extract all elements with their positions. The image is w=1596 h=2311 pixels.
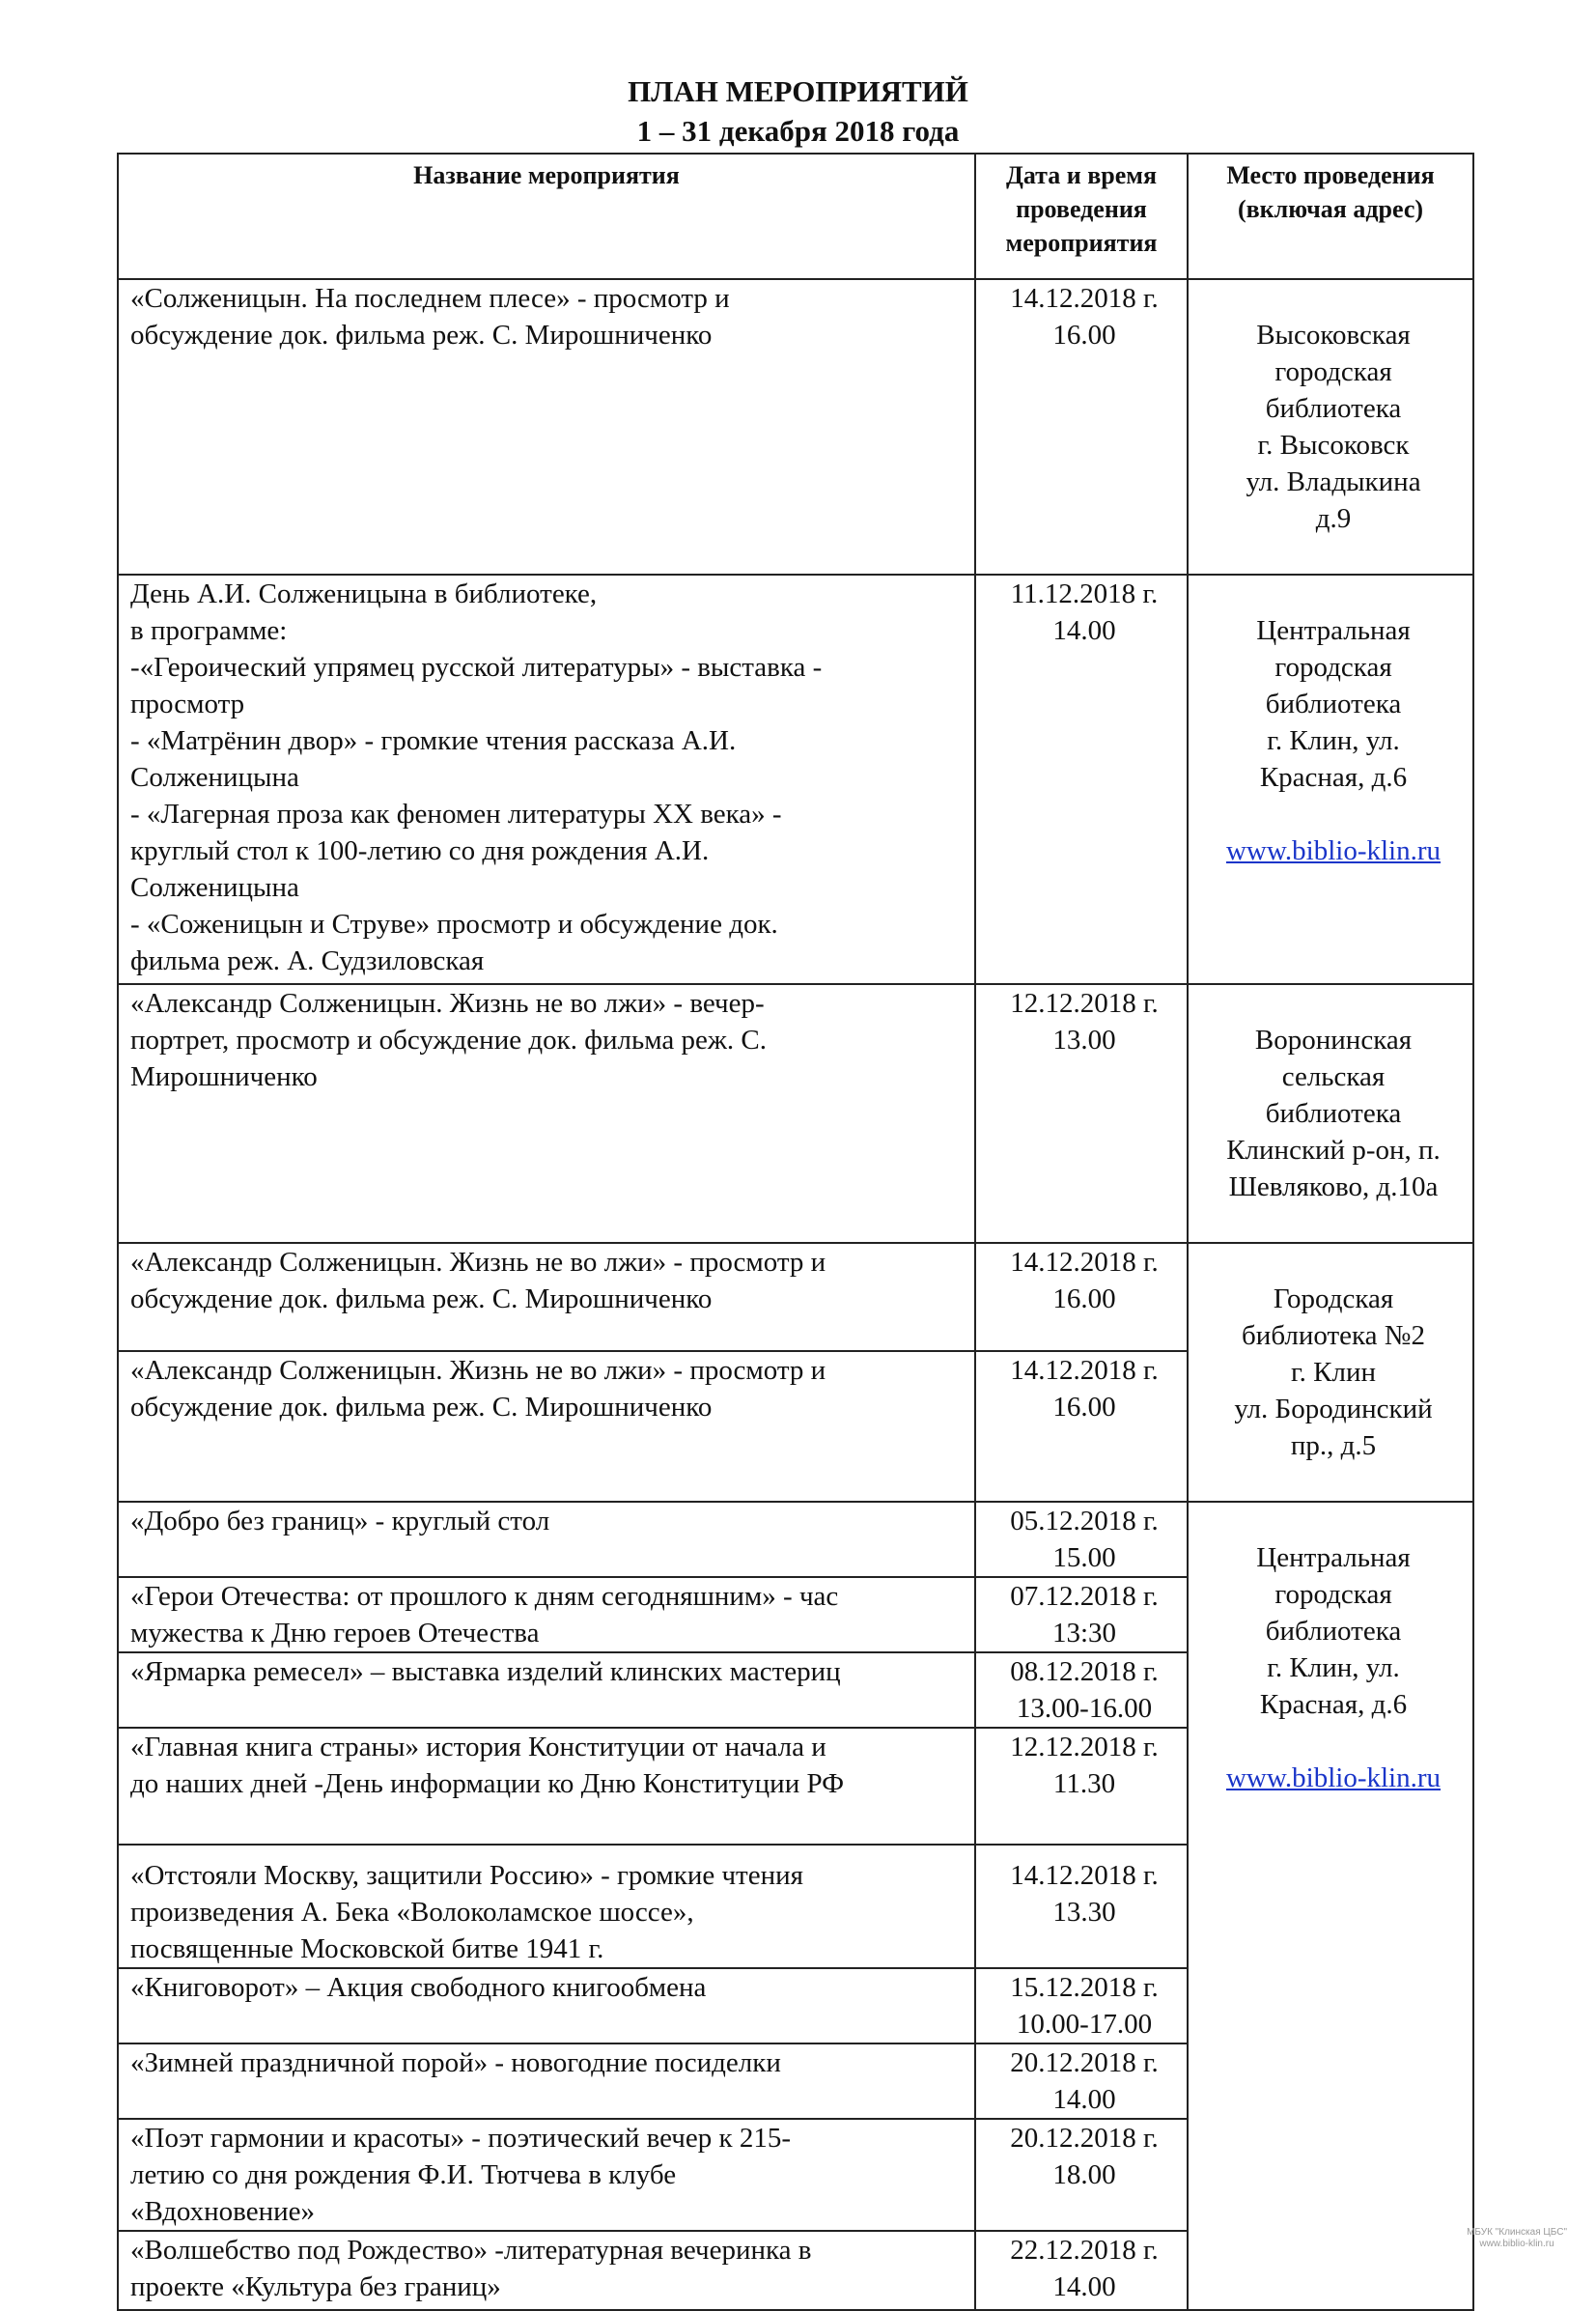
event-name: «Волшебство под Рождество» -литературная вечеринка в проекте «Культура без границ» — [118, 2231, 975, 2310]
place-address: Центральная городская библиотека г. Клин, ул. Красная, д.6 — [1256, 1542, 1411, 1720]
event-date: 12.12.2018 г. 13.00 — [975, 984, 1188, 1243]
document-title: ПЛАН МЕРОПРИЯТИЙ — [628, 74, 968, 108]
event-place — [1188, 1502, 1473, 2310]
event-name: «Солженицын. На последнем плесе» - просмотр и обсуждение док. фильма реж. С. Мирошниченко — [118, 279, 975, 575]
event-name: «Добро без границ» - круглый стол — [118, 1502, 975, 1577]
place-address: Высоковская городская библиотека г. Высоковск ул. Владыкина д.9 — [1246, 320, 1421, 534]
event-name: «Александр Солженицын. Жизнь не во лжи» - вечер- портрет, просмотр и обсуждение док. фильма реж. С. Мирошниченко — [118, 984, 975, 1243]
place-address: Городская библиотека №2 г. Клин ул. Бородинский пр., д.5 — [1234, 1283, 1433, 1461]
library-website-link[interactable]: www.biblio-klin.ru — [1225, 835, 1442, 866]
footer-stamp — [1467, 2227, 1567, 2250]
event-name: «Ярмарка ремесел» – выставка изделий клинских мастериц — [118, 1652, 975, 1728]
event-name: «Александр Солженицын. Жизнь не во лжи» - просмотр и обсуждение док. фильма реж. С. Мирошниченко — [118, 1243, 975, 1351]
event-date: 14.12.2018 г. 16.00 — [975, 1351, 1188, 1502]
place-address: Центральная городская библиотека г. Клин, ул. Красная, д.6 — [1256, 615, 1411, 793]
footer-org: МБУК "Клинская ЦБС" — [1467, 2227, 1567, 2238]
header-place: Место проведения (включая адрес) — [1188, 154, 1473, 279]
event-place — [1188, 984, 1473, 1243]
table-header-row — [118, 154, 1473, 279]
event-date: 11.12.2018 г. 14.00 — [975, 575, 1188, 984]
event-name: «Поэт гармонии и красоты» - поэтический вечер к 215- летию со дня рождения Ф.И. Тютчева в клубе «Вдохновение» — [118, 2119, 975, 2231]
header-date-time: Дата и время проведения мероприятия — [975, 154, 1188, 279]
event-date: 14.12.2018 г. 16.00 — [975, 279, 1188, 575]
table-row — [118, 279, 1473, 575]
event-name: «Александр Солженицын. Жизнь не во лжи» - просмотр и обсуждение док. фильма реж. С. Мирошниченко — [118, 1351, 975, 1502]
document-period: 1 – 31 декабря 2018 года — [636, 114, 960, 148]
event-name: «Главная книга страны» история Конституции от начала и до наших дней -День информации ко Дню Конституции РФ — [118, 1728, 975, 1845]
place-address: Воронинская сельская библиотека Клинский р-он, п. Шевляково, д.10а — [1226, 1025, 1441, 1202]
event-date: 08.12.2018 г. 13.00-16.00 — [975, 1652, 1188, 1728]
event-date: 14.12.2018 г. 16.00 — [975, 1243, 1188, 1351]
table-row — [118, 984, 1473, 1243]
event-date: 05.12.2018 г. 15.00 — [975, 1502, 1188, 1577]
library-website-link[interactable]: www.biblio-klin.ru — [1225, 1762, 1442, 1793]
event-date: 07.12.2018 г. 13:30 — [975, 1577, 1188, 1652]
event-place — [1188, 1243, 1473, 1502]
event-name: «Зимней праздничной порой» - новогодние посиделки — [118, 2043, 975, 2119]
event-date: 20.12.2018 г. 14.00 — [975, 2043, 1188, 2119]
table-row — [118, 575, 1473, 984]
event-date: 15.12.2018 г. 10.00-17.00 — [975, 1968, 1188, 2043]
event-name: «Герои Отечества: от прошлого к дням сегодняшним» - час мужества к Дню героев Отечества — [118, 1577, 975, 1652]
event-name: «Книговорот» – Акция свободного книгообмена — [118, 1968, 975, 2043]
event-place — [1188, 575, 1473, 984]
event-date: 14.12.2018 г. 13.30 — [975, 1845, 1188, 1968]
table-row — [118, 1243, 1473, 1351]
event-name: «Отстояли Москву, защитили Россию» - громкие чтения произведения А. Бека «Волоколамское шоссе», посвященные Московской битве 1941 г. — [118, 1845, 975, 1968]
table-row — [118, 1502, 1473, 1577]
event-date: 12.12.2018 г. 11.30 — [975, 1728, 1188, 1845]
event-date: 20.12.2018 г. 18.00 — [975, 2119, 1188, 2231]
footer-site: www.biblio-klin.ru — [1479, 2239, 1554, 2249]
event-name: День А.И. Солженицына в библиотеке, в программе: -«Героический упрямец русской литературы» - выставка - просмотр - «Матрёнин двор» - громкие чтения рассказа А.И. Солженицына - «Лагерная проза как феномен литературы XX века» - круглый стол к 100-летию со дня рождения А.И. Солженицына - «Соженицын и Струве» просмотр и обсуждение док. фильма реж. А. Судзиловская — [118, 575, 975, 984]
events-table — [117, 153, 1474, 2311]
header-event-name: Название мероприятия — [118, 154, 975, 279]
event-date: 22.12.2018 г. 14.00 — [975, 2231, 1188, 2310]
event-place — [1188, 279, 1473, 575]
